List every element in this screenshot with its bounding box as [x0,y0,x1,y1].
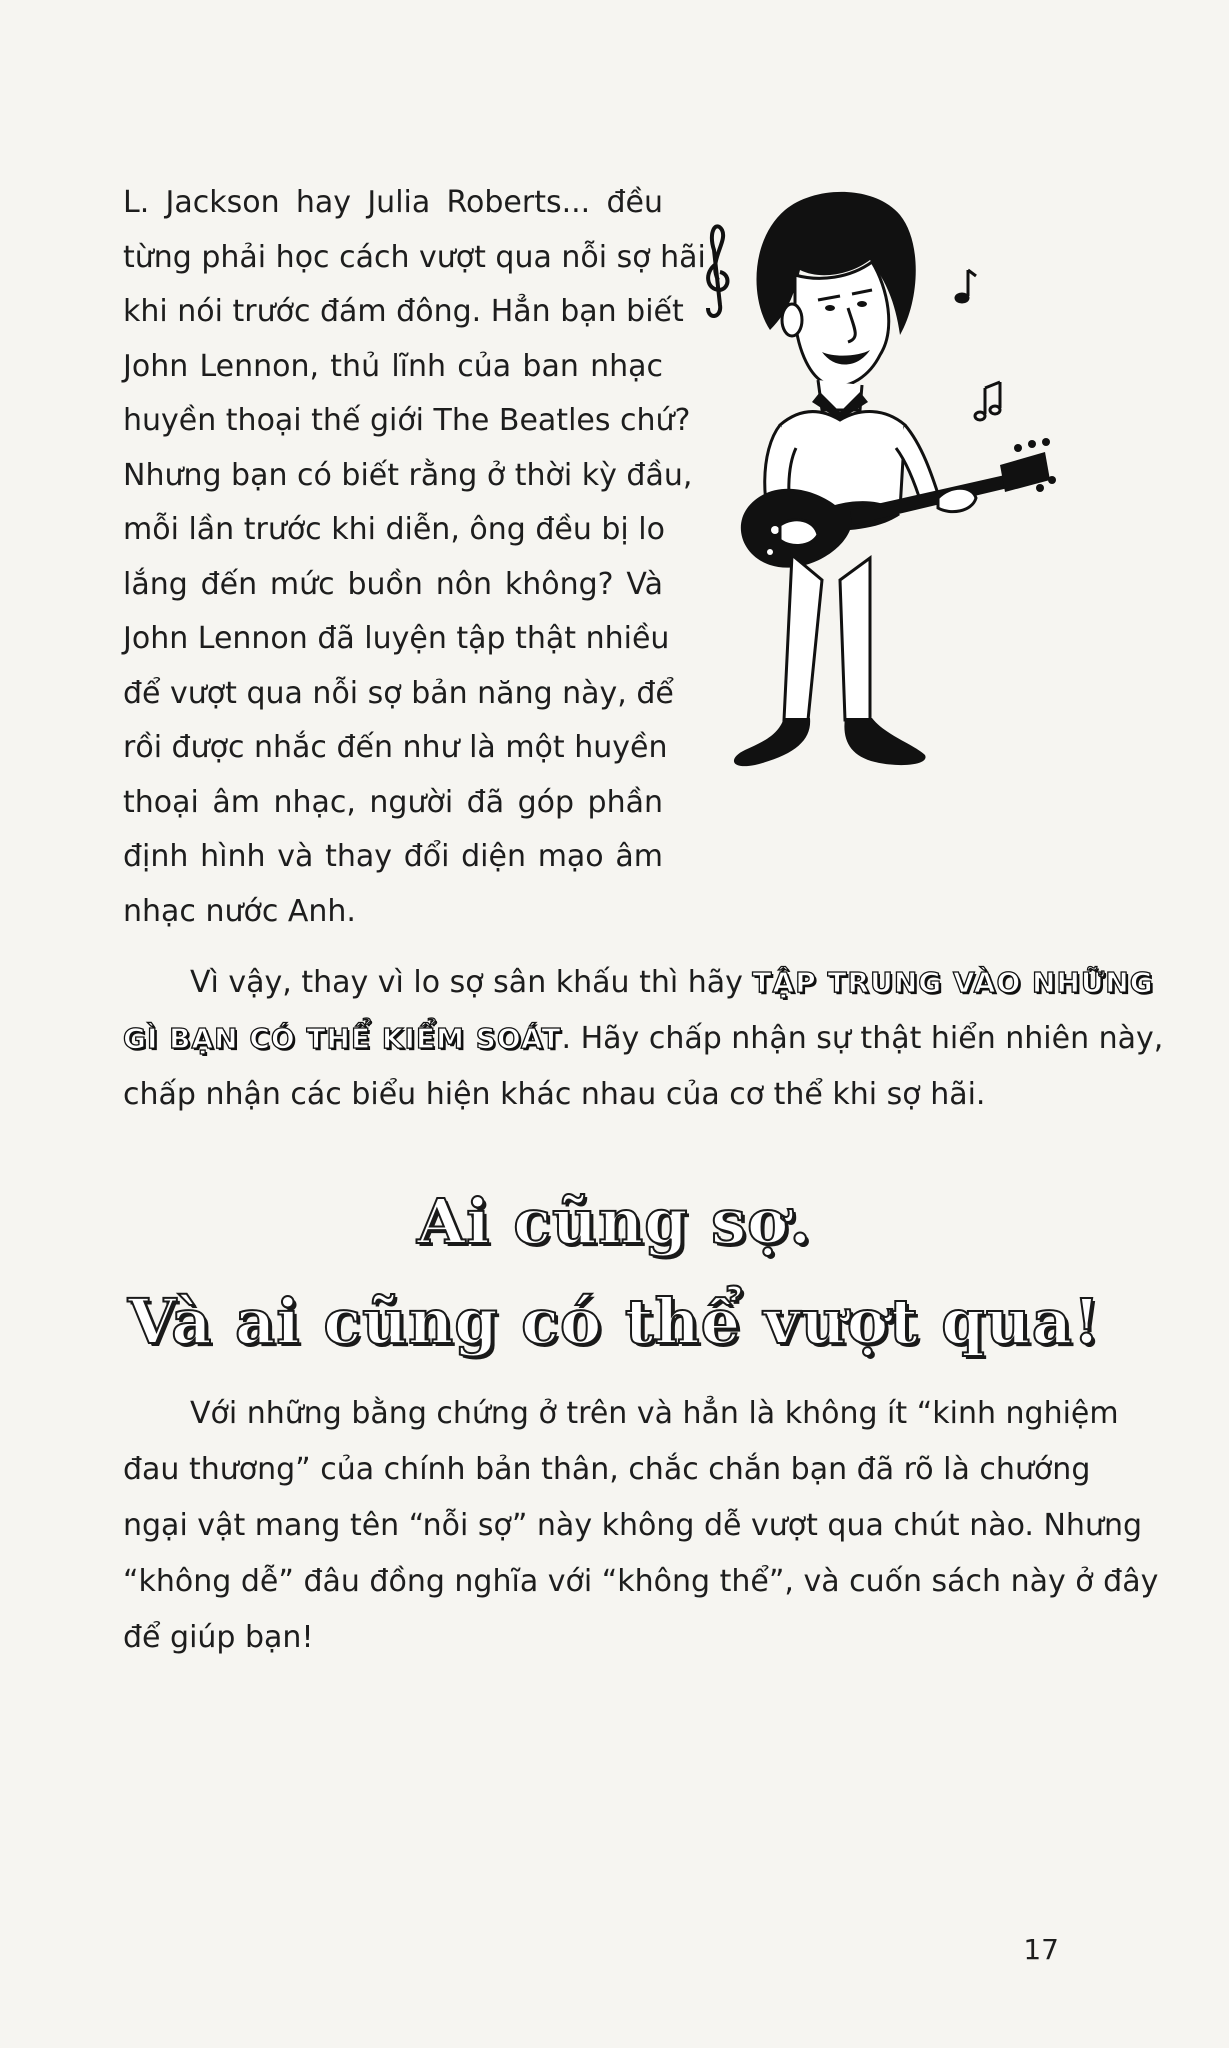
text-line: rồi được nhắc đến như là một huyền [123,730,668,765]
page-number: 17 [1023,1933,1059,1966]
closing-paragraph [123,1386,1159,1666]
text-line: để vượt qua nỗi sợ bản năng này, để [123,675,674,711]
text-line: đau thương” của chính bản thân, chắc chắn bạn đã rõ là chướng [123,1452,1091,1487]
text-run: Vì vậy, thay vì lo sợ sân khấu thì hãy [190,965,743,1000]
text-line: nhạc nước Anh. [123,893,356,929]
headline-line-2: Và ai cũng có thể vượt qua! [127,1285,1102,1358]
text-line: định hình và thay đổi diện mạo âm [123,839,663,874]
text-line: chấp nhận các biểu hiện khác nhau của cơ thể khi sợ hãi. [123,1077,986,1112]
text-line: L. Jackson hay Julia Roberts... đều [123,185,663,220]
text-line: ngại vật mang tên “nỗi sợ” này không dễ vượt qua chút nào. Nhưng [123,1508,1143,1543]
text-line: từng phải học cách vượt qua nỗi sợ hãi [123,239,706,275]
highlight-text: GÌ BẠN CÓ THỂ KIỂM SOÁT [123,1022,562,1055]
treble-clef-icon [708,226,728,316]
headline-line-1: Ai cũng sợ. [417,1185,812,1258]
text-line: huyền thoại thế giới The Beatles chứ? [123,403,691,438]
music-note-icon [956,270,976,302]
music-note-icon [975,382,1000,420]
text-line: Với những bằng chứng ở trên và hẳn là không ít “kinh nghiệm [190,1396,1119,1431]
text-line: “không dễ” đâu đồng nghĩa với “không thể”, và cuốn sách này ở đây [123,1564,1159,1599]
highlight-text: TẬP TRUNG VÀO NHỮNG [752,966,1154,999]
text-line: Nhưng bạn có biết rằng ở thời kỳ đầu, [123,457,693,493]
text-line: thoại âm nhạc, người đã góp phần [123,784,663,820]
face [795,262,889,386]
text-line: để giúp bạn! [123,1620,314,1655]
intro-paragraph [123,176,706,939]
text-line: khi nói trước đám đông. Hẳn bạn biết [123,294,684,329]
text-line: John Lennon đã luyện tập thật nhiều [123,621,670,656]
text-line: lắng đến mức buồn nôn không? Và [123,566,663,602]
text-line: John Lennon, thủ lĩnh của ban nhạc [123,348,663,384]
focus-paragraph [123,955,1164,1123]
text-line [123,1011,1164,1067]
text-line [123,955,1154,1011]
guitarist-illustration [700,180,1080,780]
text-line: mỗi lần trước khi diễn, ông đều bị lo [123,512,665,547]
text-run: . Hãy chấp nhận sự thật hiển nhiên này, [561,1021,1164,1056]
